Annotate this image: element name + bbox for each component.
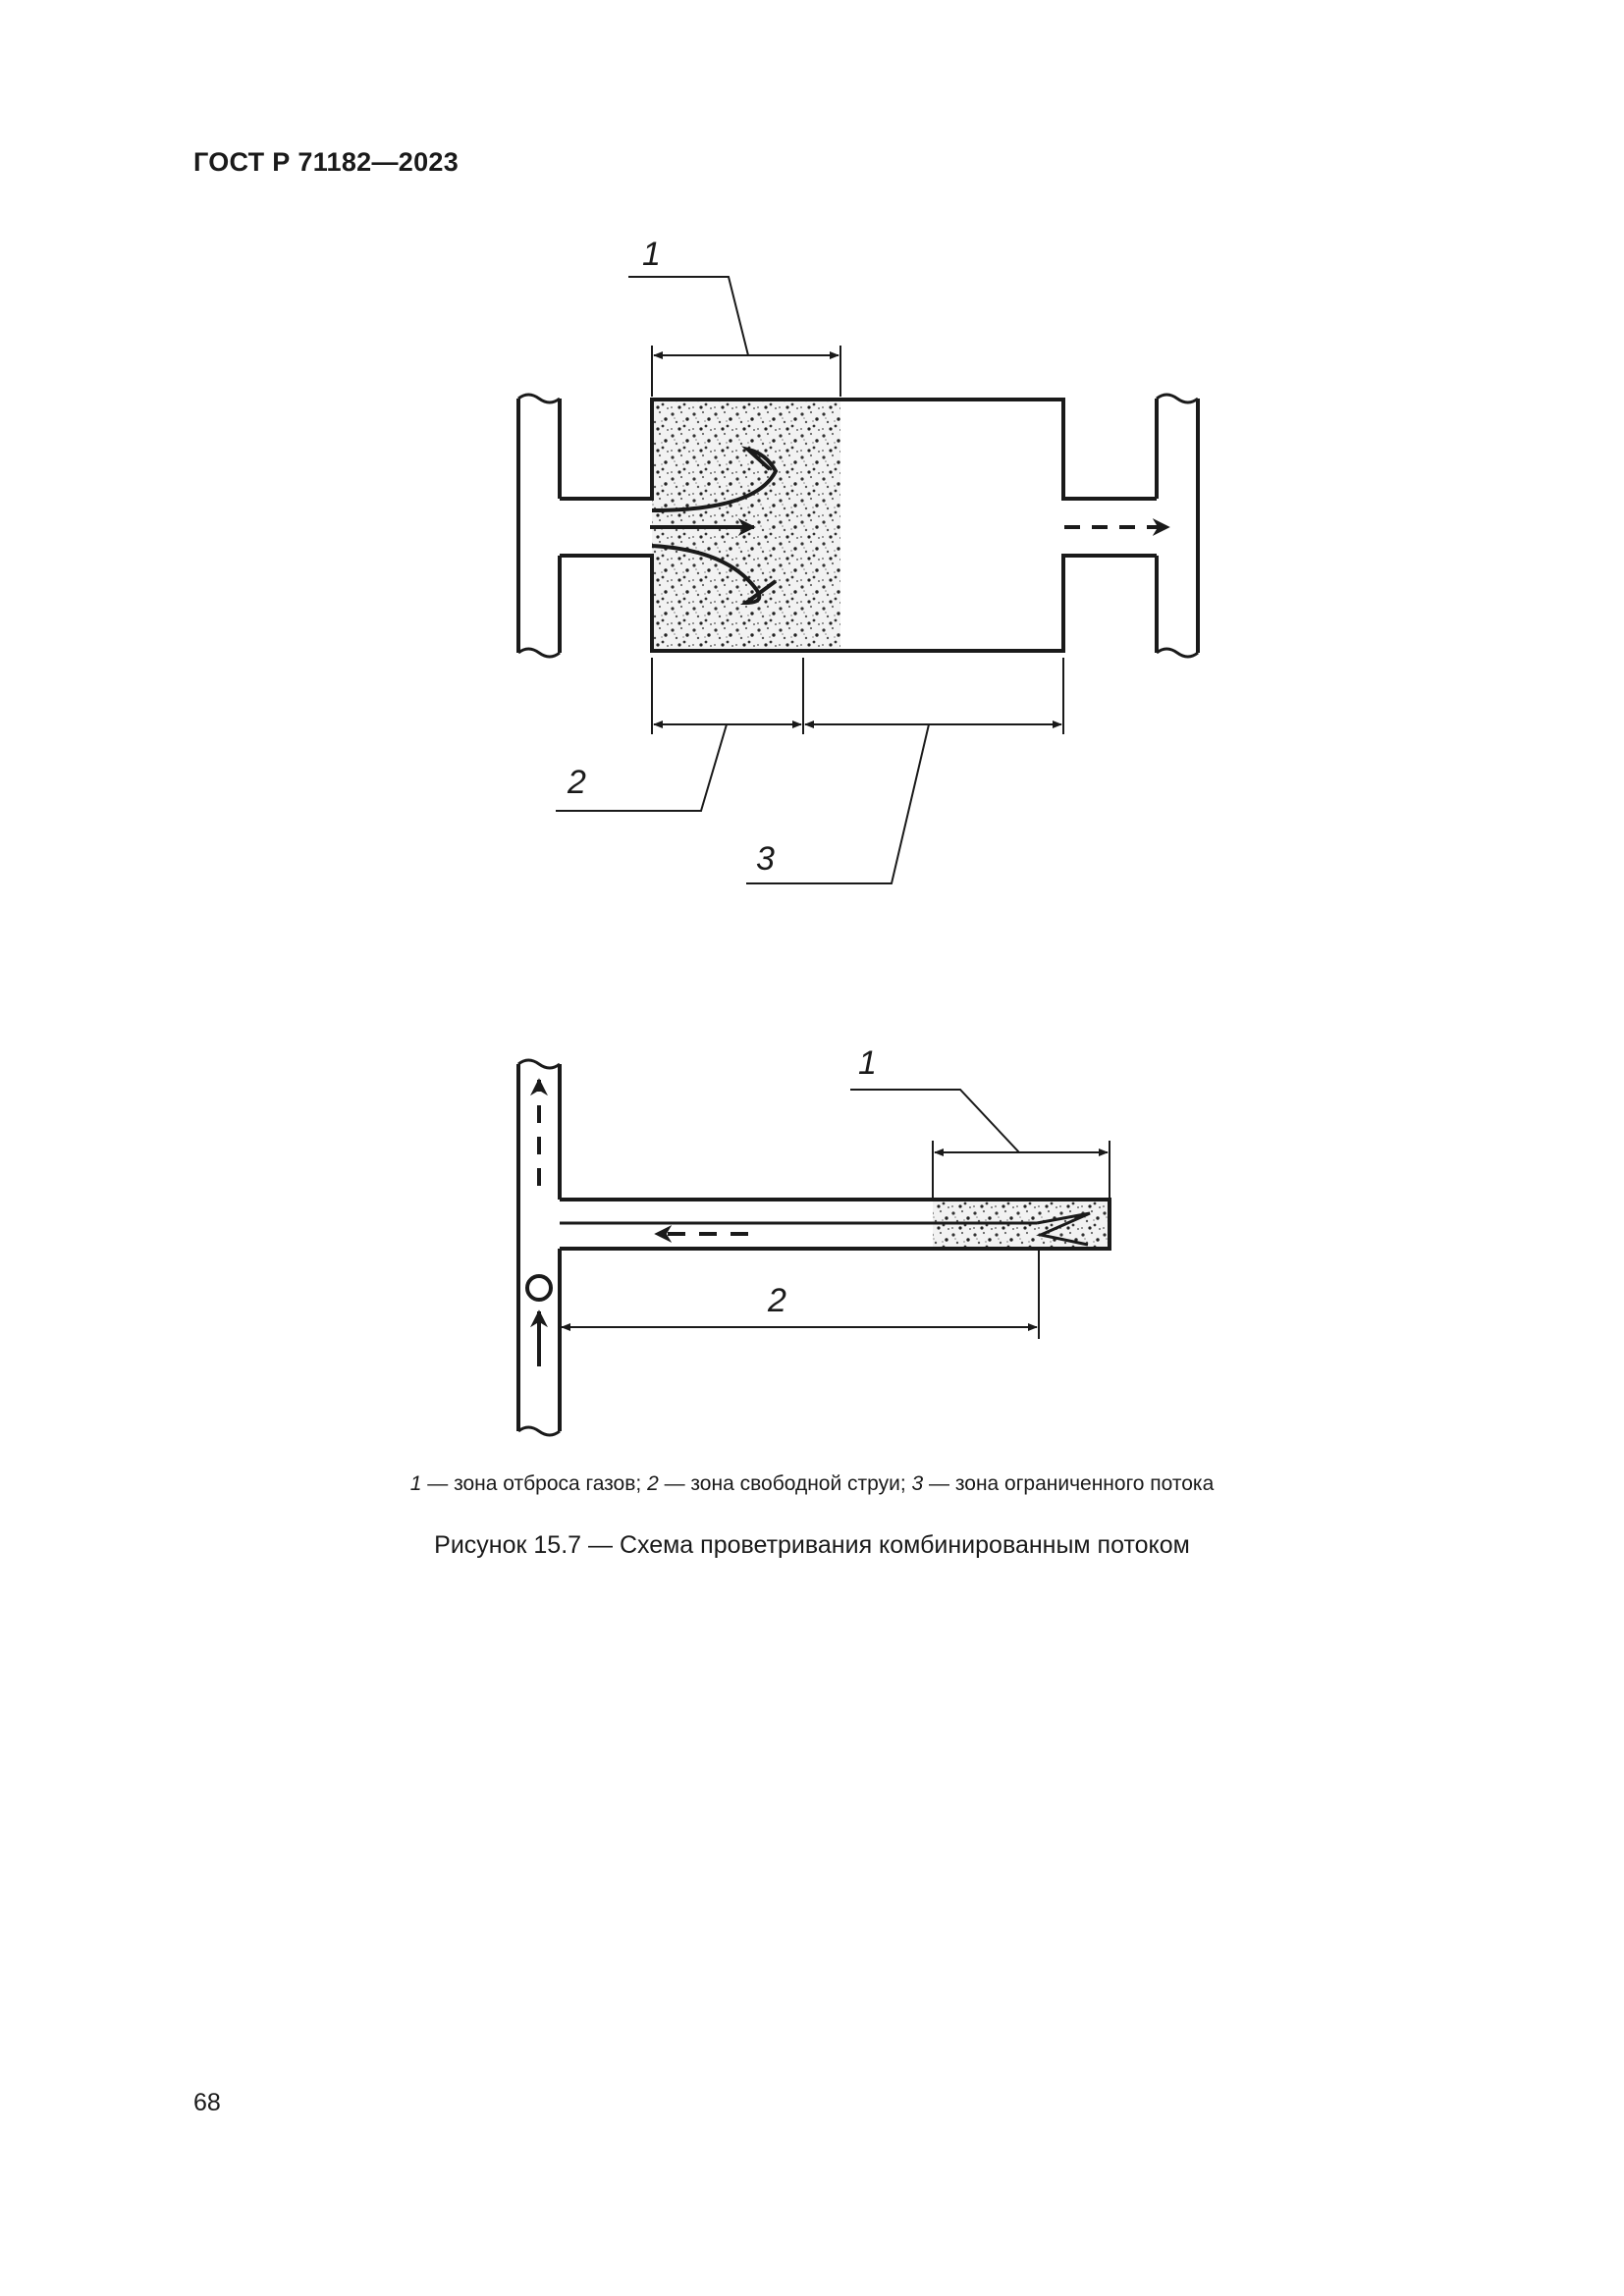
right-drift-break-top	[1157, 395, 1198, 402]
legend-text-2: — зона свободной струи;	[658, 1472, 912, 1495]
left-drift-break-top	[518, 395, 560, 402]
figure-caption: Рисунок 15.7 — Схема проветривания комбинированным потоком	[434, 1531, 1190, 1559]
legend-text-3: — зона ограниченного потока	[923, 1472, 1215, 1495]
figure-legend	[0, 1472, 1624, 1496]
leader-line-1	[628, 277, 748, 355]
page-number: 68	[193, 2089, 221, 2116]
right-drift-break-bottom	[1157, 649, 1198, 657]
figure-top-label-1: 1	[642, 236, 661, 273]
legend-text-1: — зона отброса газов;	[421, 1472, 648, 1495]
fan-circle	[527, 1276, 551, 1300]
figure-top-label-2: 2	[568, 764, 586, 801]
figure-bottom-drift	[518, 1060, 1110, 1435]
leader-line-bottom-1	[850, 1090, 1019, 1152]
figure-top-label-3: 3	[756, 840, 775, 878]
main-drift-break-bottom	[518, 1427, 560, 1435]
figure-bottom-flow	[527, 1080, 1090, 1366]
figure-bottom-label-2: 2	[768, 1282, 786, 1319]
document-header: ГОСТ Р 71182—2023	[193, 147, 460, 177]
legend-number-1: 1	[409, 1472, 422, 1495]
legend-number-2: 2	[647, 1472, 659, 1495]
right-drift	[1157, 399, 1198, 653]
left-drift	[518, 399, 560, 653]
legend-number-3: 3	[911, 1472, 924, 1495]
figure-bottom-label-1: 1	[858, 1044, 877, 1082]
left-drift-break-bottom	[518, 649, 560, 657]
main-drift-break-top	[518, 1060, 560, 1068]
